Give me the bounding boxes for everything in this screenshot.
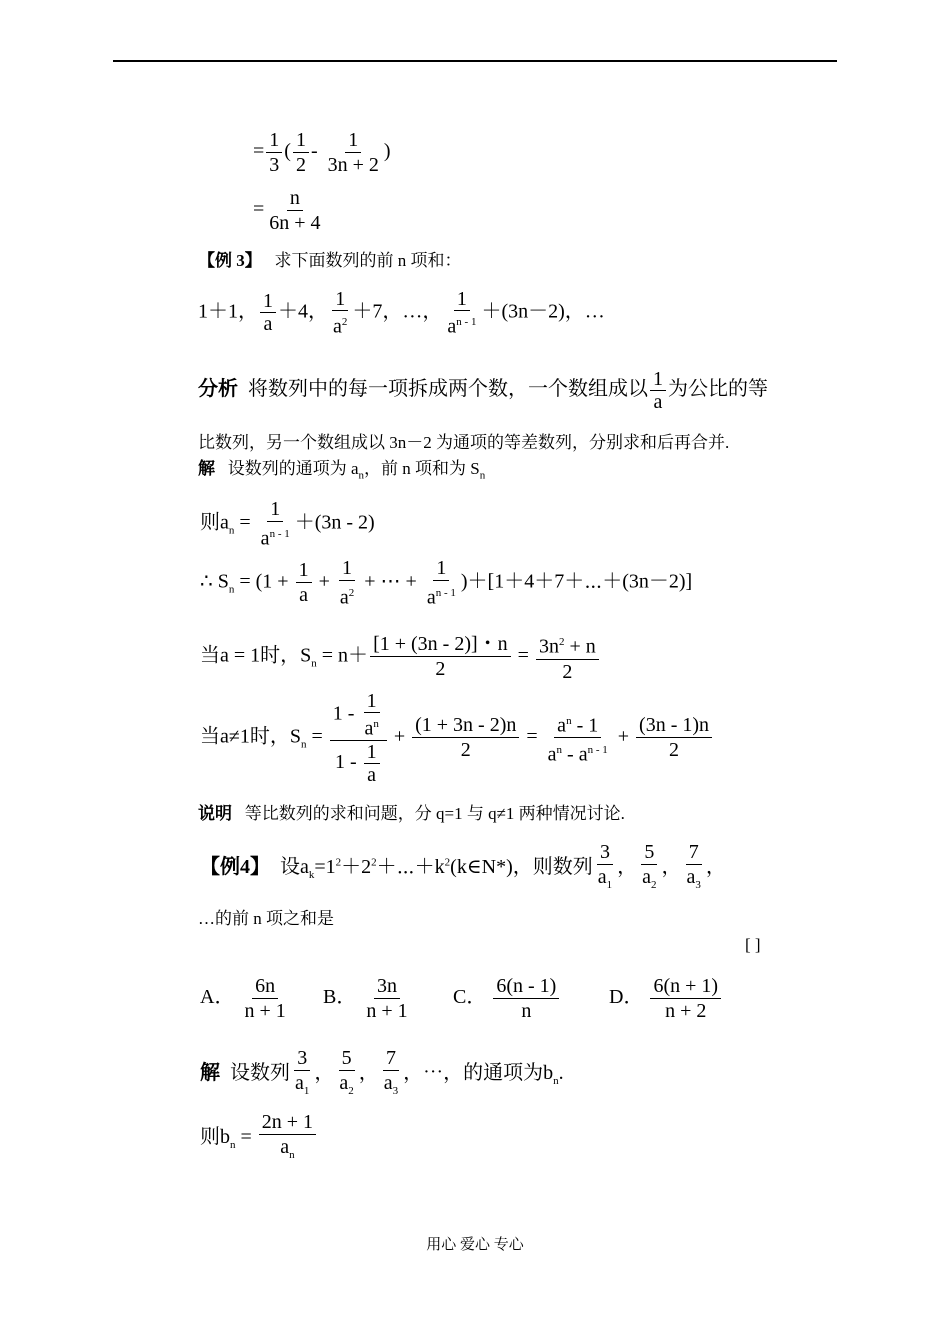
example3-sequence: 1＋1， $\frac{1}{a}$ ＋4， $\frac{1}{a^2}$ ＋7，…， $\frac{1}{a^{n - 1}}$ ＋(3n－2)，… xyxy=(198,288,605,338)
option-a: A． $\frac{6n}{n + 1}$ xyxy=(200,975,286,1022)
example4-solution: 解 设数列 $\frac{3}{a_1}$ ， $\frac{5}{a_2}$ ， $\frac{7}{a_3}$ ，⋯，的通项为$b_n$. xyxy=(200,1047,564,1097)
sn-formula: ∴ $S_n = (1$ + $\frac{1}{a}$ + $\frac{1}{a^2}$ + ⋯ + $\frac{1}{a^{n - 1}}$ )＋[1＋4＋7＋⋯＋(3n－2)] xyxy=(200,557,693,609)
example3-heading: 【例 3】 求下面数列的前 n 项和： xyxy=(198,251,462,270)
page-footer: 用心 爱心 专心 xyxy=(426,1237,524,1253)
note-line: 说明 等比数列的求和问题，分 q=1 与 q≠1 两种情况讨论. xyxy=(198,804,625,823)
header-rule xyxy=(113,60,837,62)
example4-heading: 【例4】 设$a_k=1^2+2^2+\cdots+k^2(k\in N*)$，则数列 $\frac{3}{a_1}$ ， $\frac{5}{a_2}$ ， $\frac{7}{a_3}$ ， xyxy=(200,841,726,891)
case-a-equals-1: 当a = 1时，$S_n = n+$ $\frac{[1 + (3n - 2)]・n}{2}$ = $\frac{3n^2 + n}{2}$ xyxy=(200,630,601,684)
answer-bracket: [ ] xyxy=(745,935,761,954)
analysis-line-2: 比数列，另一个数组成以 3n－2 为通项的等差数列，分别求和后再合并. xyxy=(198,433,730,452)
bn-formula: 则$b_n$ = $\frac{2n + 1}{a_n}$ xyxy=(200,1110,318,1167)
solution-intro: 解 设数列的通项为 $a_n$，前 n 项和为 $S_n$ xyxy=(198,459,486,482)
eq-line-2: = $\frac{n}{6n + 4}$ xyxy=(253,187,321,234)
case-a-not-1: 当a≠1时，$S_n$ = 1 - $\frac{1}{a^n}$ 1 - $\frac{1}{a}$ + $\frac{(1 + 3n - 2)n}{2}$ = $\frac{a^n - 1}{a^n - a^{n - 1}}$ + $\frac{(3n - 1)n}{2}$ xyxy=(200,690,714,786)
example4-line2: …的前 n 项之和是 xyxy=(198,909,334,928)
an-formula: 则$a_n$ = $\frac{1}{a^{n - 1}}$ ＋(3n - 2) xyxy=(200,498,375,550)
analysis-line: 分析 将数列中的每一项拆成两个数，一个数组成以 $\frac{1}{a}$ 为公比的等 xyxy=(198,368,768,413)
eq-line-1: = $\frac{1}{3}$ ( $\frac{1}{2}$ - $\frac{1}{3n + 2}$ ) xyxy=(253,129,391,176)
option-d: D． $\frac{6(n + 1)}{n + 2}$ xyxy=(609,974,723,1023)
option-b: B． $\frac{3n}{n + 1}$ xyxy=(323,975,408,1022)
option-c: C． $\frac{6(n - 1)}{n}$ xyxy=(453,974,561,1023)
